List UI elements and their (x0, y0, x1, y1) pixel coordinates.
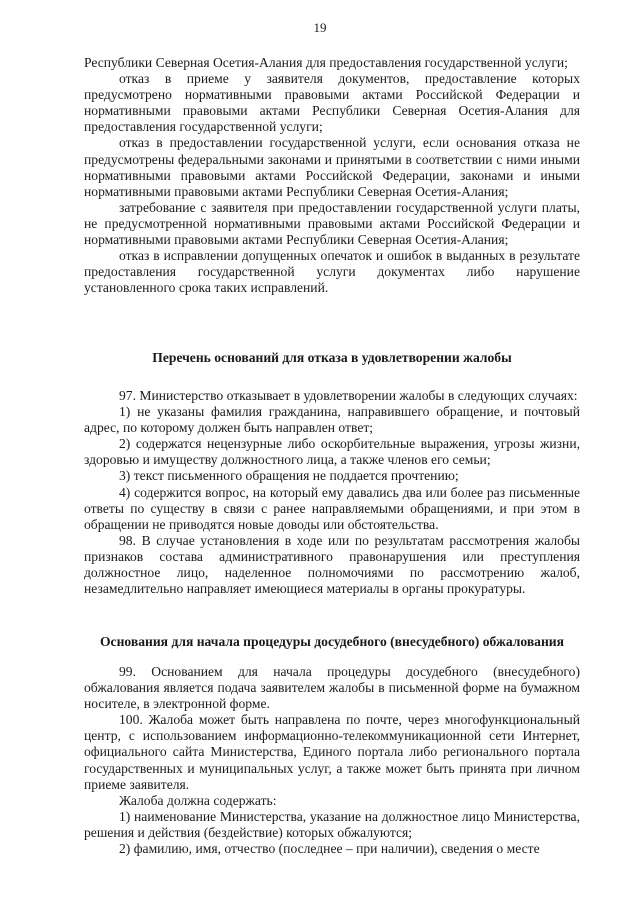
section-heading-refusal: Перечень оснований для отказа в удовлетворении жалобы (152, 350, 512, 365)
paragraph: 99. Основанием для начала процедуры досудебного (внесудебного) обжалования является подача заявителем жалобы в письменной форме на бумажном носителе, в электронной форме. (84, 664, 580, 712)
paragraph: 97. Министерство отказывает в удовлетворении жалобы в следующих случаях: (119, 388, 578, 403)
text-block-1 (84, 55, 580, 296)
section-heading-appeal: Основания для начала процедуры досудебного (внесудебного) обжалования (99, 634, 564, 649)
text-block-2 (84, 388, 580, 597)
paragraph: 98. В случае установления в ходе или по результатам рассмотрения жалобы признаков состава административного правонарушения или преступления должностное лицо, наделенное полномочиями по рассмотрению жалоб, незамедлительно направляет имеющиеся материалы в органы прокуратуры. (84, 532, 580, 597)
paragraph: 1) наименование Министерства, указание на должностное лицо Министерства, решения и действия (бездействие) которых обжалуются; (84, 808, 580, 840)
paragraph: 1) не указаны фамилия гражданина, направившего обращение, и почтовый адрес, по которому должен быть направлен ответ; (84, 404, 580, 436)
paragraph: отказ в предоставлении государственной услуги, если основания отказа не предусмотрены федеральными законами и принятыми в соответствии с ними иными нормативными правовыми актами Российской Федерации, законами и иными нормативными правовыми актами Республики Северная Осетия-Алания; (84, 135, 580, 199)
paragraph: 2) содержатся нецензурные либо оскорбительные выражения, угрозы жизни, здоровью и имуществу должностного лица, а также членов его семьи; (84, 436, 580, 468)
paragraph: Жалоба должна содержать: (119, 792, 277, 808)
paragraph: 4) содержится вопрос, на который ему давались два или более раз письменные ответы по существу в связи с ранее направляемыми обращениями, и при этом в обращении не приводятся новые доводы или обстоятельства. (84, 484, 580, 532)
paragraph: отказ в приеме у заявителя документов, предоставление которых предусмотрено нормативными правовыми актами Российской Федерации и нормативными правовыми актами Республики Северная Осетия-Алания для предоставления государственной услуги; (84, 71, 580, 135)
paragraph: отказ в исправлении допущенных опечаток и ошибок в выданных в результате предоставления государственной услуги документах либо нарушение установленного срока таких исправлений. (84, 248, 580, 296)
paragraph: Республики Северная Осетия-Алания для предоставления государственной услуги; (84, 55, 568, 70)
paragraph: 2) фамилию, имя, отчество (последнее – при наличии), сведения о месте (119, 841, 540, 857)
page-number: 19 (313, 20, 327, 35)
paragraph: 3) текст письменного обращения не поддается прочтению; (119, 468, 459, 484)
text-block-3 (84, 664, 580, 857)
paragraph: 100. Жалоба может быть направлена по почте, через многофункциональный центр, с использованием информационно-телекоммуникационной сети Интернет, официального сайта Министерства, Единого портала либо регионального портала государственных и муниципальных услуг, а также может быть принята при личном приеме заявителя. (84, 712, 580, 792)
paragraph: затребование с заявителя при предоставлении государственной услуги платы, не предусмотренной нормативными правовыми актами Российской Федерации и нормативными правовыми актами Республики Северная Осетия-Алания; (84, 199, 580, 248)
